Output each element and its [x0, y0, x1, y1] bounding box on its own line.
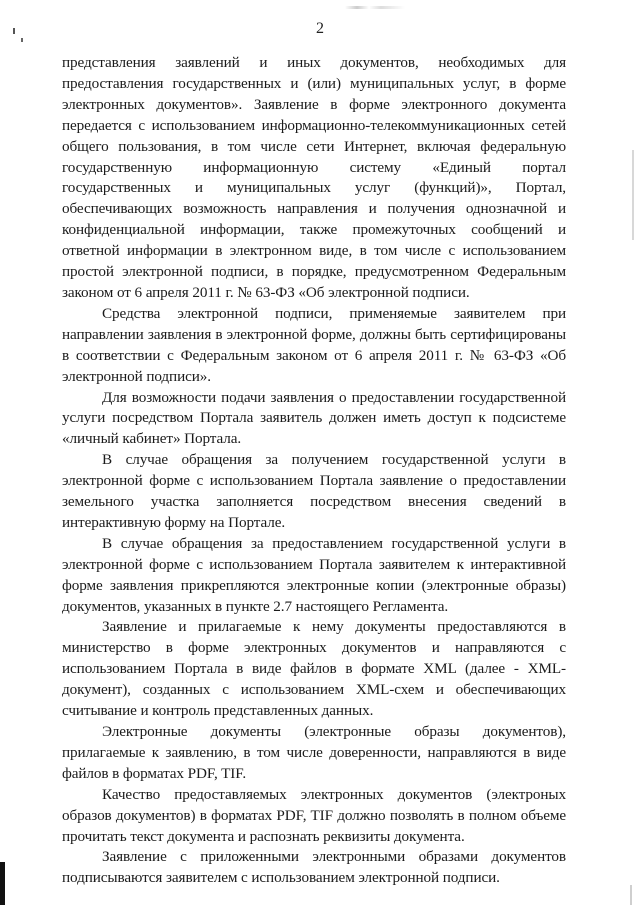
- paragraph: Заявление с приложенными электронными образами документов подписываются заявителем с использованием электронной подписи.: [62, 848, 566, 887]
- paragraph: Качество предоставляемых электронных документов (электроных образов документов) в форматах PDF, TIF должно позволять в полном объеме прочитать текст документа и распознать реквизиты документа.: [62, 785, 566, 845]
- document-body: [62, 53, 566, 889]
- paragraph: В случае обращения за предоставлением государственной услуги в электронной форме с использованием Портала заявителем к интерактивной форме заявления прикрепляются электронные копии (электронные образы) документов, указанных в пункте 2.7 настоящего Регламента.: [62, 534, 566, 615]
- paragraph: В случае обращения за получением государственной услуги в электронной форме с использованием Портала заявление о предоставлении земельного участка заполняется посредством внесения сведений в интерактивную форму на Портале.: [62, 451, 566, 531]
- paragraph: Электронные документы (электронные образы документов), прилагаемые к заявлению, в том числе доверенности, направляются в виде файлов в форматах PDF, TIF.: [62, 723, 566, 782]
- paragraph: представления заявлений и иных документов, необходимых для предоставления государственных и (или) муниципальных услуг, в форме электронных документов». Заявление в форме электронного документа передается с использованием информационно-телекоммуникационных сетей общего пользования, в том числе сети Интернет, включая федеральную государственную информационную систему «Единый портал государственных и муниципальных услуг (функций)», Портал, обеспечивающих возможность направления и получения однозначной и конфиденциальной информации, также промежуточных сообщений и ответной информации в электронном виде, в том числе с использованием простой электронной подписи, в порядке, предусмотренном Федеральным законом от 6 апреля 2011 г. № 63-ФЗ «Об электронной подписи.: [62, 54, 566, 301]
- scan-edge: [630, 885, 632, 905]
- page-number: 2: [316, 20, 324, 37]
- paragraph: Заявление и прилагаемые к нему документы предоставляются в министерство в форме электронных документов и направляются с использованием Портала в виде файлов в формате XML (далее - XML-документ), созданных с использованием XML-схем и обеспечивающих считывание и контроль представленных данных.: [62, 618, 566, 720]
- paragraph: Средства электронной подписи, применяемые заявителем при направлении заявления в электронной форме, должны быть сертифицированы в соответствии с Федеральным законом от 6 апреля 2011 г. № 63-ФЗ «Об электронной подписи».: [62, 304, 566, 385]
- scan-edge: [632, 150, 634, 240]
- scan-mark: [21, 38, 23, 42]
- scan-edge: [0, 862, 5, 905]
- scan-artifact-top: [345, 6, 405, 9]
- paragraph: Для возможности подачи заявления о предоставлении государственной услуги посредством Портала заявитель должен иметь доступ к подсистеме «личный кабинет» Портала.: [62, 388, 566, 448]
